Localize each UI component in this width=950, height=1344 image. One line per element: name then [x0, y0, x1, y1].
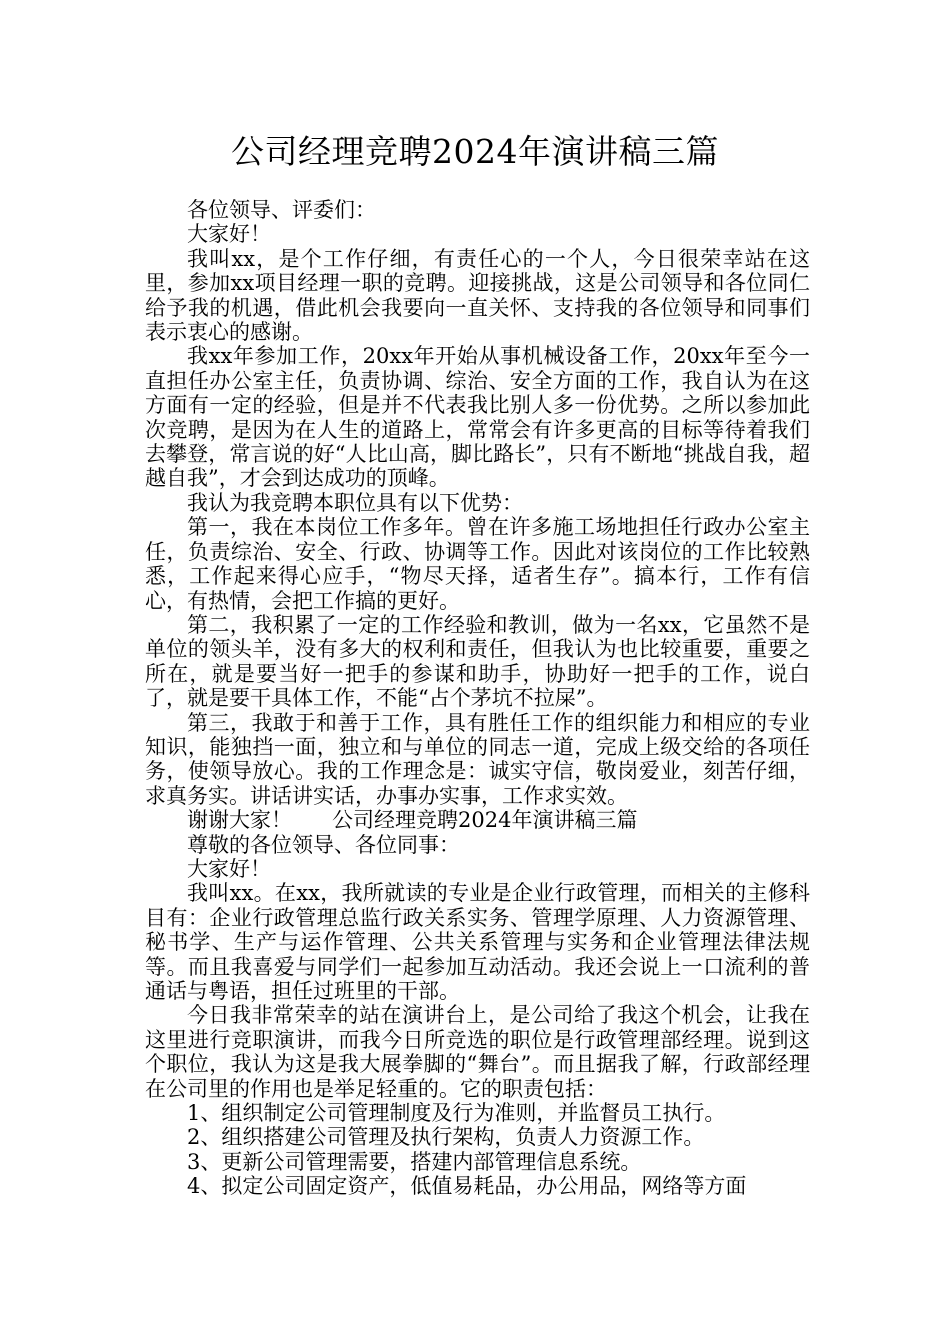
- paragraph-third: 第三，我敢于和善于工作，具有胜任工作的组织能力和相应的专业知识，能独挡一面，独立和与单位的同志一道，完成上级交给的各项任务，使领导放心。我的工作理念是：诚实守信，敬岗爱业，刻苦仔细，求真务实。讲话讲实话，办事办实事，工作求实效。: [145, 710, 810, 808]
- paragraph-second: 第二，我积累了一定的工作经验和教训，做为一名xx，它虽然不是单位的领头羊，没有多大的权利和责任，但我认为也比较重要，重要之所在，就是要当好一把手的参谋和助手，协助好一把手的工作，说白了，就是要干具体工作，不能“占个茅坑不拉屎”。: [145, 612, 810, 711]
- duty-item-4: 4、拟定公司固定资产，低值易耗品，办公用品，网络等方面: [187, 1174, 747, 1199]
- second-speech-title: 公司经理竞聘2024年演讲稿三篇: [332, 808, 638, 833]
- duty-item-2: 2、组织搭建公司管理及执行架构，负责人力资源工作。: [187, 1125, 705, 1150]
- thanks-line: [145, 808, 810, 832]
- duty-item-1: 1、组织制定公司管理制度及行为准则，并监督员工执行。: [187, 1101, 726, 1126]
- paragraph-intro: 我叫xx，是个工作仔细，有责任心的一个人，今日很荣幸站在这里，参加xx项目经理一职的竞聘。迎接挑战，这是公司领导和各位同仁给予我的机遇，借此机会我要向一直关怀、支持我的各位领导和同事们表示衷心的感谢。: [145, 246, 810, 345]
- duty-item-3: 3、更新公司管理需要，搭建内部管理信息系统。: [187, 1149, 642, 1174]
- salutation: 各位领导、评委们：: [187, 198, 376, 222]
- paragraph-first: 第一，我在本岗位工作多年。曾在许多施工场地担任行政办公室主任，负责综治、安全、行政、协调等工作。因此对该岗位的工作比较熟悉，工作起来得心应手，“物尽天择，适者生存”。搞本行，工作有信心，有热情，会把工作搞的更好。: [145, 515, 810, 613]
- document-body: [145, 198, 810, 1199]
- document-title: 公司经理竞聘2024年演讲稿三篇: [231, 132, 719, 171]
- paragraph-advantages-heading: 我认为我竞聘本职位具有以下优势：: [187, 490, 523, 515]
- greeting: 大家好！: [187, 222, 271, 247]
- thanks-text: 谢谢大家！: [187, 808, 292, 833]
- paragraph-experience: 我xx年参加工作，20xx年开始从事机械设备工作，20xx年至今一直担任办公室主任，负责协调、综治、安全方面的工作，我自认为在这方面有一定的经验，但是并不代表我比别人多一份优势。之所以参加此次竞聘，是因为在人生的道路上，常常会有许多更高的目标等待着我们去攀登，常言说的好“人比山高，脚比路长”，只有不断地“挑战自我，超越自我”，才会到达成功的顶峰。: [145, 344, 810, 491]
- greeting-2: 大家好！: [187, 856, 271, 881]
- paragraph-position: 今日我非常荣幸的站在演讲台上，是公司给了我这个机会，让我在这里进行竞职演讲，而我今日所竞选的职位是行政管理部经理。说到这个职位，我认为这是我大展拳脚的“舞台”。而且据我了解，行政部经理在公司里的作用也是举足轻重的。它的职责包括：: [145, 1003, 810, 1101]
- paragraph-intro-2: 我叫xx。在xx，我所就读的专业是企业行政管理，而相关的主修科目有：企业行政管理总监行政关系实务、管理学原理、人力资源管理、秘书学、生产与运作管理、公共关系管理与实务和企业管理法律法规等。而且我喜爱与同学们一起参加互动活动。我还会说上一口流利的普通话与粤语，担任过班里的干部。: [145, 881, 810, 1003]
- salutation-2: 尊敬的各位领导、各位同事：: [187, 832, 460, 857]
